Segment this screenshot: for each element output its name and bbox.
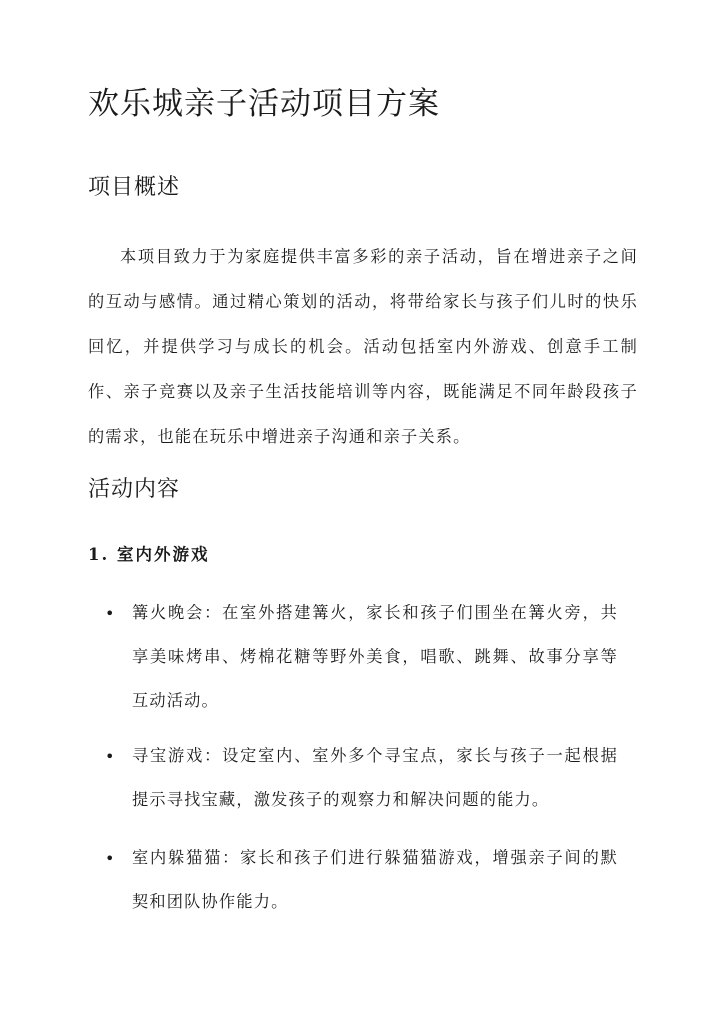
overview-paragraph: 本项目致力于为家庭提供丰富多彩的亲子活动，旨在增进亲子之间的互动与感情。通过精心策划的活动，将带给家长与孩子们儿时的快乐回忆，并提供学习与成长的机会。活动包括室内外游戏、创意手工制作、亲子竞赛以及亲子生活技能培训等内容，既能满足不同年龄段孩子的需求，也能在玩乐中增进亲子沟通和亲子关系。 [88,247,638,446]
list-item-text: 篝火晚会：在室外搭建篝火，家长和孩子们围坐在篝火旁，共享美味烤串、烤棉花糖等野外美食，唱歌、跳舞、故事分享等互动活动。 [132,603,618,710]
section-heading-activities: 活动内容 [88,477,181,502]
bullet-icon: • [105,747,115,766]
list-item-text: 室内躲猫猫：家长和孩子们进行躲猫猫游戏，增强亲子间的默契和团队协作能力。 [132,848,618,911]
bullet-icon: • [105,604,115,623]
document-title: 欢乐城亲子活动项目方案 [88,86,440,122]
bullet-icon: • [105,849,115,868]
subsection-heading-indoor-outdoor-games: 1. 室内外游戏 [88,545,210,564]
list-item-text: 寻宝游戏：设定室内、室外多个寻宝点，家长与孩子一起根据提示寻找宝藏，激发孩子的观察力和解决问题的能力。 [132,746,618,809]
section-heading-overview: 项目概述 [88,175,181,200]
